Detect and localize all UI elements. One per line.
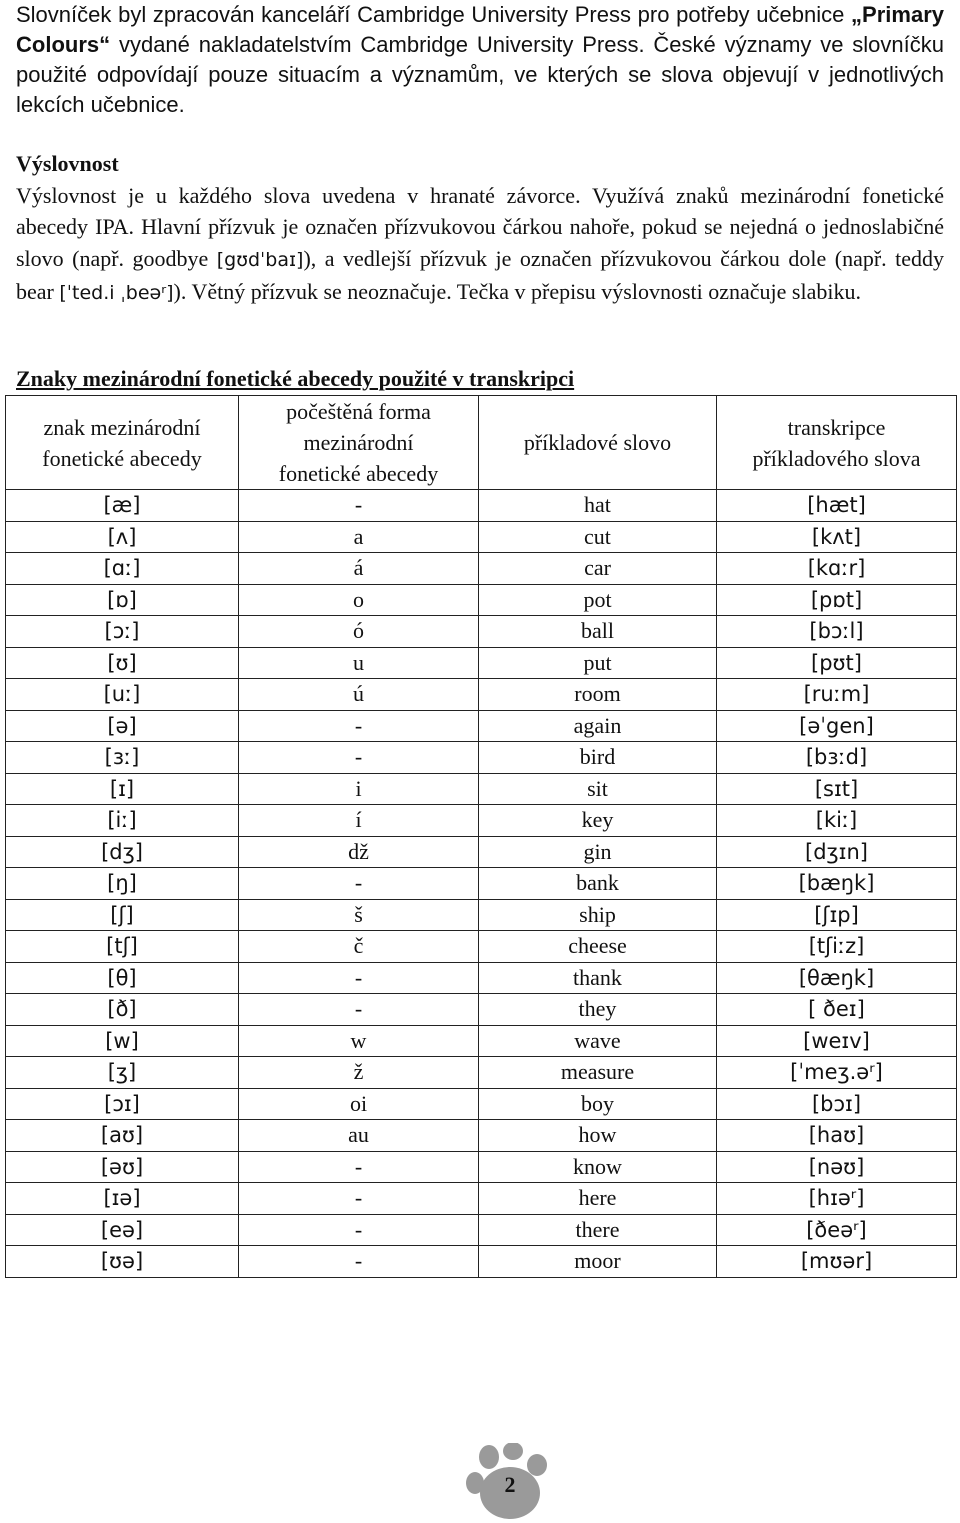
ipa-symbol: [ɪə] (6, 1183, 239, 1215)
czech-form: - (239, 1246, 479, 1278)
table-row (6, 521, 957, 553)
czech-form: - (239, 742, 479, 774)
table-row (6, 742, 957, 774)
header-transcription: transkripce příkladového slova (717, 396, 957, 490)
czech-form: au (239, 1120, 479, 1152)
transcription: [θæŋk] (717, 962, 957, 994)
czech-form: a (239, 521, 479, 553)
example-word: pot (479, 584, 717, 616)
transcription: [mʊər] (717, 1246, 957, 1278)
transcription: [kɑːr] (717, 553, 957, 585)
czech-form: ó (239, 616, 479, 648)
table-row (6, 805, 957, 837)
example-word: there (479, 1214, 717, 1246)
ipa-example-goodbye: [gʊdˈbaɪ] (216, 248, 304, 271)
transcription: [kiː] (717, 805, 957, 837)
example-word: car (479, 553, 717, 585)
example-word: they (479, 994, 717, 1026)
transcription: [ðeəʳ] (717, 1214, 957, 1246)
ipa-symbol: [ɔɪ] (6, 1088, 239, 1120)
transcription: [bæŋk] (717, 868, 957, 900)
transcription: [bɜːd] (717, 742, 957, 774)
czech-form: w (239, 1025, 479, 1057)
table-row (6, 1120, 957, 1152)
czech-form: - (239, 1151, 479, 1183)
ipa-symbol: [ə] (6, 710, 239, 742)
ipa-symbol: [ð] (6, 994, 239, 1026)
czech-form: u (239, 647, 479, 679)
example-word: know (479, 1151, 717, 1183)
ipa-symbol: [ŋ] (6, 868, 239, 900)
ipa-symbol: [eə] (6, 1214, 239, 1246)
ipa-symbol: [θ] (6, 962, 239, 994)
example-word: gin (479, 836, 717, 868)
table-body (6, 490, 957, 1278)
example-word: room (479, 679, 717, 711)
ipa-symbol: [ʊə] (6, 1246, 239, 1278)
header-symbol: znak mezinárodní fonetické abecedy (6, 396, 239, 490)
example-word: hat (479, 490, 717, 522)
czech-form: o (239, 584, 479, 616)
transcription: [weɪv] (717, 1025, 957, 1057)
ipa-table (5, 395, 957, 1278)
transcription: [bɔːl] (717, 616, 957, 648)
ipa-symbol: [dʒ] (6, 836, 239, 868)
table-row (6, 836, 957, 868)
example-word: thank (479, 962, 717, 994)
ipa-symbol: [uː] (6, 679, 239, 711)
ipa-symbol: [ʃ] (6, 899, 239, 931)
table-row (6, 1214, 957, 1246)
example-word: moor (479, 1246, 717, 1278)
transcription: [ruːm] (717, 679, 957, 711)
czech-form: oi (239, 1088, 479, 1120)
czech-form: - (239, 1183, 479, 1215)
transcription: [haʊ] (717, 1120, 957, 1152)
czech-form: ú (239, 679, 479, 711)
intro-text-2: vydané nakladatelstvím Cambridge University Press. České významy ve slovníčku použité odpovídají pouze situacím a významům, ve kterých se slova objevují v jednotlivých lekcích učebnice. (16, 32, 944, 117)
table-row (6, 1151, 957, 1183)
czech-form: i (239, 773, 479, 805)
ipa-symbol: [ʊ] (6, 647, 239, 679)
ipa-symbol: [ɪ] (6, 773, 239, 805)
transcription: [ ðeɪ] (717, 994, 957, 1026)
ipa-symbol: [w] (6, 1025, 239, 1057)
czech-form: č (239, 931, 479, 963)
table-row (6, 584, 957, 616)
ipa-symbol: [ʒ] (6, 1057, 239, 1089)
ipa-symbol: [ɔː] (6, 616, 239, 648)
example-word: put (479, 647, 717, 679)
ipa-example-teddy-bear: [ˈted.i ˌbeəʳ] (59, 282, 174, 304)
page-number: 2 (504, 1472, 516, 1497)
example-word: boy (479, 1088, 717, 1120)
transcription: [pɒt] (717, 584, 957, 616)
ipa-symbol: [æ] (6, 490, 239, 522)
example-word: wave (479, 1025, 717, 1057)
transcription: [tʃiːz] (717, 931, 957, 963)
table-header-row (6, 396, 957, 490)
ipa-symbol: [ɑː] (6, 553, 239, 585)
example-word: ball (479, 616, 717, 648)
transcription: [sɪt] (717, 773, 957, 805)
transcription: [bɔɪ] (717, 1088, 957, 1120)
transcription: [ˈmeʒ.əʳ] (717, 1057, 957, 1089)
example-word: cheese (479, 931, 717, 963)
book-title: „Primary Colours“ (16, 2, 944, 57)
pronunciation-section (16, 148, 944, 310)
transcription: [nəʊ] (717, 1151, 957, 1183)
example-word: sit (479, 773, 717, 805)
czech-form: dž (239, 836, 479, 868)
section-title: Výslovnost (16, 151, 119, 176)
table-row (6, 1246, 957, 1278)
table-row (6, 962, 957, 994)
example-word: key (479, 805, 717, 837)
table-row (6, 899, 957, 931)
table-row (6, 616, 957, 648)
example-word: cut (479, 521, 717, 553)
table-row (6, 1088, 957, 1120)
transcription: [hæt] (717, 490, 957, 522)
table-row (6, 1183, 957, 1215)
ipa-symbol: [əʊ] (6, 1151, 239, 1183)
ipa-symbol: [tʃ] (6, 931, 239, 963)
czech-form: - (239, 710, 479, 742)
czech-form: - (239, 1214, 479, 1246)
transcription: [kʌt] (717, 521, 957, 553)
intro-paragraph (16, 0, 944, 120)
table-row (6, 773, 957, 805)
header-example-word: příkladové slovo (479, 396, 717, 490)
example-word: ship (479, 899, 717, 931)
transcription: [pʊt] (717, 647, 957, 679)
table-row (6, 1025, 957, 1057)
table-row (6, 868, 957, 900)
intro-text-1: Slovníček byl zpracován kanceláří Cambridge University Press pro potřeby učebnice (16, 2, 852, 27)
czech-form: í (239, 805, 479, 837)
table-row (6, 710, 957, 742)
table-row (6, 553, 957, 585)
table-row (6, 490, 957, 522)
table-row (6, 647, 957, 679)
ipa-symbol: [aʊ] (6, 1120, 239, 1152)
example-word: here (479, 1183, 717, 1215)
transcription: [dʒɪn] (717, 836, 957, 868)
transcription: [əˈgen] (717, 710, 957, 742)
example-word: bird (479, 742, 717, 774)
czech-form: - (239, 962, 479, 994)
example-word: again (479, 710, 717, 742)
ipa-symbol: [ɒ] (6, 584, 239, 616)
example-word: measure (479, 1057, 717, 1089)
czech-form: - (239, 490, 479, 522)
table-row (6, 1057, 957, 1089)
example-word: how (479, 1120, 717, 1152)
table-row (6, 931, 957, 963)
header-czech-form: počeštěná forma mezinárodní fonetické abecedy (239, 396, 479, 490)
ipa-symbol: [ʌ] (6, 521, 239, 553)
czech-form: á (239, 553, 479, 585)
czech-form: š (239, 899, 479, 931)
czech-form: - (239, 994, 479, 1026)
transcription: [hɪəʳ] (717, 1183, 957, 1215)
czech-form: ž (239, 1057, 479, 1089)
ipa-symbol: [ɜː] (6, 742, 239, 774)
pronunciation-paragraph: Výslovnost je u každého slova uvedena v hranaté závorce. Využívá znaků mezinárodní fonetické abecedy IPA. Hlavní přízvuk je označen přízvukovou čárkou nahoře, pokud se nejedná o jednoslabičné slovo (např. goodbye [gʊdˈbaɪ]), a vedlejší přízvuk je označen přízvukovou čárkou dole (např. teddy bear [ˈted.i ˌbeəʳ]). Větný přízvuk se neoznačuje. Tečka v přepisu výslovnosti označuje slabiku. (16, 182, 944, 304)
table-row (6, 679, 957, 711)
ipa-symbol: [iː] (6, 805, 239, 837)
table-row (6, 994, 957, 1026)
example-word: bank (479, 868, 717, 900)
transcription: [ʃɪp] (717, 899, 957, 931)
czech-form: - (239, 868, 479, 900)
table-title: Znaky mezinárodní fonetické abecedy použité v transkripci (16, 366, 575, 391)
